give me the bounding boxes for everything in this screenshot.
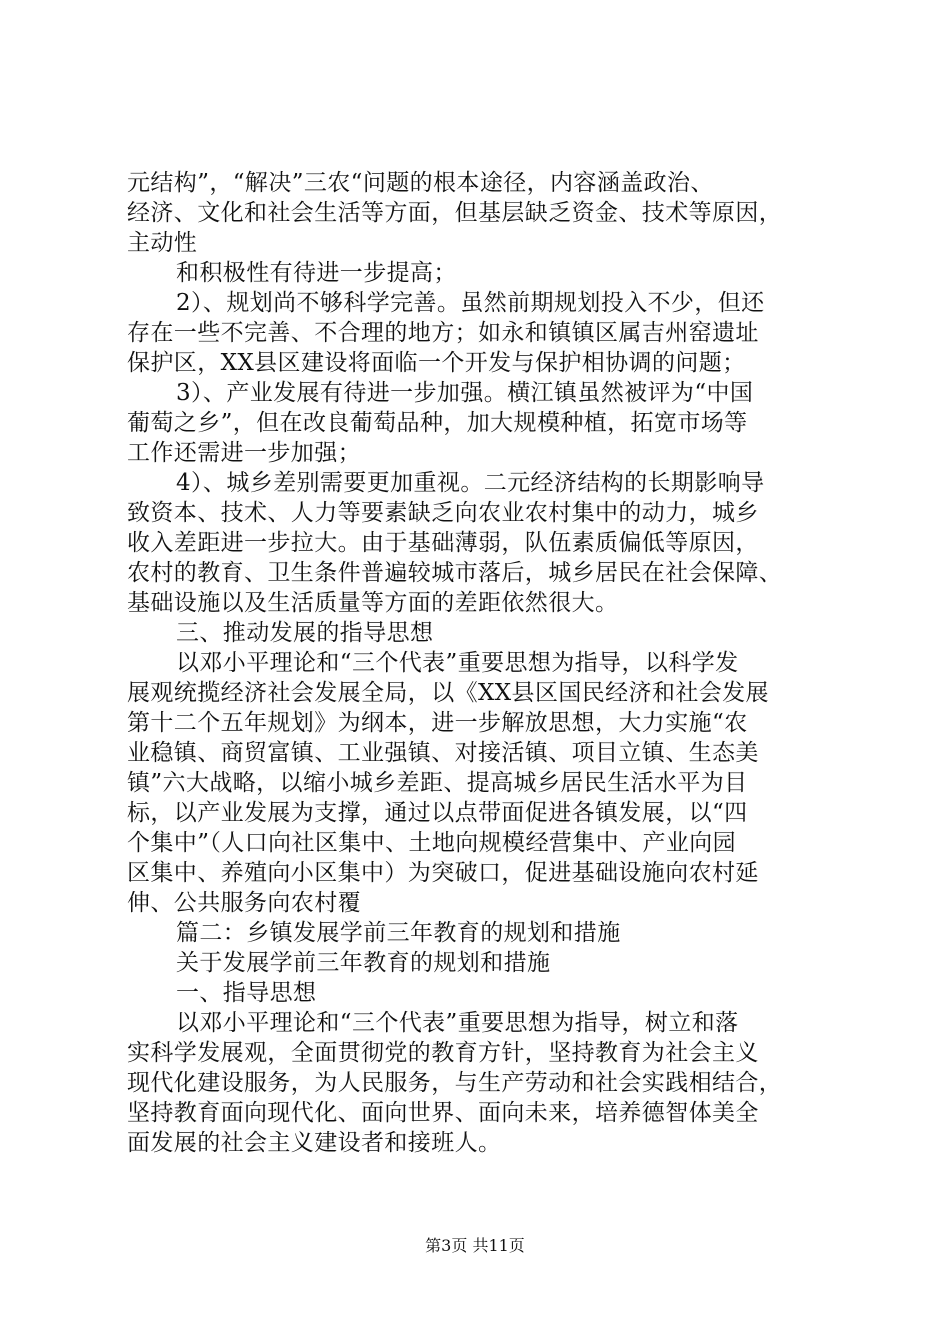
text-line: 元结构”，“解决”三农“问题的根本途径，内容涵盖政治、 (127, 170, 714, 196)
text-line: 以邓小平理论和“三个代表”重要思想为指导，树立和落 (176, 1010, 739, 1036)
text-line: 三、推动发展的指导思想 (176, 620, 434, 646)
text-line: 个集中”（人口向社区集中、土地向规模经营集中、产业向园 (127, 830, 737, 856)
text-line: 关于发展学前三年教育的规划和措施 (176, 950, 551, 976)
text-line: 收入差距进一步拉大。由于基础薄弱，队伍素质偏低等原因， (127, 530, 759, 556)
text-line: 存在一些不完善、不合理的地方；如永和镇镇区属吉州窑遗址 (127, 320, 759, 346)
text-line: 现代化建设服务，为人民服务，与生产劳动和社会实践相结合， (127, 1070, 783, 1096)
text-line: 主动性 (127, 230, 198, 256)
text-line: 经济、文化和社会生活等方面，但基层缺乏资金、技术等原因， (127, 200, 783, 226)
text-line: 基础设施以及生活质量等方面的差距依然很大。 (127, 590, 619, 616)
text-line: 一、指导思想 (176, 980, 317, 1006)
text-line: 区集中、养殖向小区集中）为突破口，促进基础设施向农村延 (127, 860, 759, 886)
text-line: 和积极性有待进一步提高； (176, 260, 457, 286)
page-footer: 第3页 共11页 (425, 1236, 525, 1255)
text-line: 3）、产业发展有待进一步加强。横江镇虽然被评为“中国 (176, 380, 754, 406)
text-line: 第十二个五年规划》为纲本，进一步解放思想，大力实施“农 (127, 710, 748, 736)
text-line: 篇二：乡镇发展学前三年教育的规划和措施 (176, 920, 621, 946)
text-line: 坚持教育面向现代化、面向世界、面向未来，培养德智体美全 (127, 1100, 759, 1126)
text-line: 保护区，XX县区建设将面临一个开发与保护相协调的问题； (127, 350, 746, 376)
text-line: 展观统揽经济社会发展全局，以《XX县区国民经济和社会发展 (127, 680, 769, 706)
text-line: 致资本、技术、人力等要素缺乏向农业农村集中的动力，城乡 (127, 500, 759, 526)
text-line: 4）、城乡差别需要更加重视。二元经济结构的长期影响导 (176, 470, 765, 496)
text-line: 以邓小平理论和“三个代表”重要思想为指导，以科学发 (176, 650, 739, 676)
text-line: 实科学发展观，全面贯彻党的教育方针，坚持教育为社会主义 (127, 1040, 759, 1066)
document-body (127, 168, 839, 1158)
text-line: 伸、公共服务向农村覆 (127, 890, 361, 916)
text-line: 业稳镇、商贸富镇、工业强镇、对接活镇、项目立镇、生态美 (127, 740, 759, 766)
text-line: 工作还需进一步加强； (127, 440, 361, 466)
text-line: 2）、规划尚不够科学完善。虽然前期规划投入不少，但还 (176, 290, 765, 316)
text-line: 农村的教育、卫生条件普遍较城市落后，城乡居民在社会保障、 (127, 560, 783, 586)
text-line: 面发展的社会主义建设者和接班人。 (127, 1130, 502, 1156)
text-line: 标，以产业发展为支撑，通过以点带面促进各镇发展，以“四 (127, 800, 748, 826)
text-line: 葡萄之乡”，但在改良葡萄品种，加大规模种植，拓宽市场等 (127, 410, 748, 436)
text-line: 镇”六大战略，以缩小城乡差距、提高城乡居民生活水平为目 (127, 770, 748, 796)
